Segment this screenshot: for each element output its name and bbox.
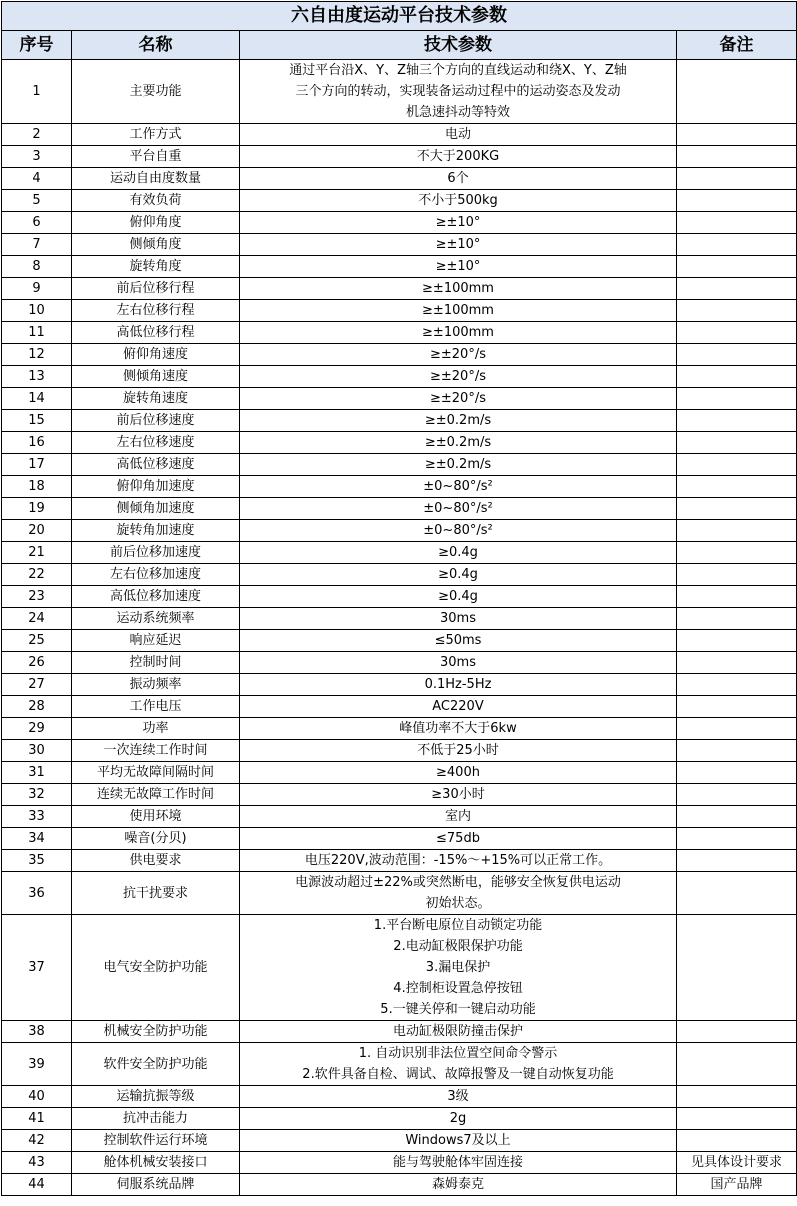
cell-param: [240, 564, 677, 586]
cell-name: 前后位移行程: [72, 278, 240, 300]
cell-param: [240, 1108, 677, 1130]
param-line: 能与驾驶舱体牢固连接: [392, 1155, 523, 1170]
cell-no: 15: [2, 410, 72, 432]
cell-note: [677, 872, 797, 915]
cell-no: 17: [2, 454, 72, 476]
param-line: 机急速抖动等特效: [405, 105, 510, 120]
table-row: [2, 564, 797, 586]
cell-name: 舱体机械安装接口: [72, 1152, 240, 1174]
cell-name: 高低位移行程: [72, 322, 240, 344]
param-line: ≤75db: [436, 831, 480, 846]
cell-name: 振动频率: [72, 674, 240, 696]
cell-name: 侧倾角度: [72, 234, 240, 256]
param-line: 6个: [447, 171, 469, 186]
cell-note: [677, 806, 797, 828]
cell-no: 1: [2, 60, 72, 124]
cell-param: [240, 476, 677, 498]
param-line: 森姆泰克: [431, 1177, 484, 1192]
table-row: [2, 1152, 797, 1174]
cell-no: 14: [2, 388, 72, 410]
table-row: [2, 366, 797, 388]
param-line: ≥±20°/s: [430, 369, 486, 384]
cell-param: [240, 608, 677, 630]
cell-name: 运动自由度数量: [72, 168, 240, 190]
cell-note: [677, 60, 797, 124]
cell-param: [240, 762, 677, 784]
cell-param: [240, 498, 677, 520]
param-line: 电源波动超过±22%或突然断电，能够安全恢复供电运动: [295, 875, 621, 890]
cell-param: [240, 652, 677, 674]
table-row: [2, 608, 797, 630]
cell-note: [677, 344, 797, 366]
cell-param: [240, 740, 677, 762]
param-line: 1.平台断电原位自动锁定功能: [373, 918, 543, 933]
cell-param: [240, 828, 677, 850]
cell-note: [677, 146, 797, 168]
cell-no: 42: [2, 1130, 72, 1152]
cell-note: [677, 564, 797, 586]
cell-param: [240, 1086, 677, 1108]
cell-note: [677, 212, 797, 234]
table-row: [2, 190, 797, 212]
cell-name: 控制软件运行环境: [72, 1130, 240, 1152]
cell-no: 27: [2, 674, 72, 696]
cell-note: [677, 915, 797, 1021]
param-line: 30ms: [440, 611, 476, 626]
cell-note: [677, 1130, 797, 1152]
cell-param: [240, 454, 677, 476]
param-line: 1. 自动识别非法位置空间命令警示: [358, 1046, 558, 1061]
param-line: ±0~80°/s²: [423, 501, 493, 516]
cell-note: [677, 520, 797, 542]
cell-note: [677, 630, 797, 652]
cell-param: [240, 696, 677, 718]
cell-name: 侧倾角加速度: [72, 498, 240, 520]
cell-name: 使用环境: [72, 806, 240, 828]
cell-param: [240, 520, 677, 542]
cell-note: [677, 322, 797, 344]
cell-param: [240, 168, 677, 190]
table-row: [2, 872, 797, 915]
param-line: 2g: [449, 1111, 467, 1126]
param-line: 三个方向的转动，实现装备运动过程中的运动姿态及发动: [295, 84, 621, 99]
cell-name: 主要功能: [72, 60, 240, 124]
cell-name: 左右位移行程: [72, 300, 240, 322]
param-line: ≥0.4g: [438, 567, 478, 582]
cell-no: 40: [2, 1086, 72, 1108]
cell-note: [677, 1043, 797, 1086]
cell-name: 软件安全防护功能: [72, 1043, 240, 1086]
table-row: [2, 762, 797, 784]
cell-param: [240, 234, 677, 256]
param-line: 不低于25小时: [417, 743, 499, 758]
cell-name: 旋转角度: [72, 256, 240, 278]
cell-note: 见具体设计要求: [677, 1152, 797, 1174]
cell-name: 工作电压: [72, 696, 240, 718]
cell-no: 8: [2, 256, 72, 278]
param-line: 电动: [444, 127, 471, 142]
cell-param: [240, 410, 677, 432]
param-line: ≥±0.2m/s: [424, 457, 492, 472]
param-line: ≥±20°/s: [430, 347, 486, 362]
param-line: 2.电动缸极限保护功能: [393, 939, 523, 954]
cell-no: 21: [2, 542, 72, 564]
cell-note: [677, 366, 797, 388]
cell-note: [677, 256, 797, 278]
cell-name: 电气安全防护功能: [72, 915, 240, 1021]
cell-param: [240, 915, 677, 1021]
table-row: [2, 498, 797, 520]
cell-note: [677, 828, 797, 850]
header-no: 序号: [2, 31, 72, 60]
cell-param: [240, 1130, 677, 1152]
table-row: [2, 1130, 797, 1152]
cell-no: 31: [2, 762, 72, 784]
param-line: ≤50ms: [434, 633, 482, 648]
cell-note: [677, 652, 797, 674]
cell-no: 44: [2, 1174, 72, 1196]
cell-name: 控制时间: [72, 652, 240, 674]
cell-no: 2: [2, 124, 72, 146]
param-line: ≥±100mm: [422, 303, 494, 318]
cell-note: [677, 190, 797, 212]
cell-no: 5: [2, 190, 72, 212]
cell-name: 运输抗振等级: [72, 1086, 240, 1108]
param-line: ≥±100mm: [422, 281, 494, 296]
cell-no: 25: [2, 630, 72, 652]
param-line: 不小于500kg: [418, 193, 498, 208]
cell-name: 连续无故障工作时间: [72, 784, 240, 806]
table-row: [2, 674, 797, 696]
cell-name: 旋转角加速度: [72, 520, 240, 542]
cell-no: 43: [2, 1152, 72, 1174]
param-line: Windows7及以上: [405, 1133, 511, 1148]
cell-note: [677, 410, 797, 432]
cell-no: 34: [2, 828, 72, 850]
cell-param: [240, 1021, 677, 1043]
table-row: [2, 146, 797, 168]
spec-table: [1, 1, 797, 1196]
param-line: ≥±10°: [435, 237, 481, 252]
cell-name: 俯仰角加速度: [72, 476, 240, 498]
param-line: 通过平台沿X、Y、Z轴三个方向的直线运动和绕X、Y、Z轴: [289, 63, 627, 78]
table-row: [2, 1043, 797, 1086]
cell-name: 有效负荷: [72, 190, 240, 212]
cell-no: 9: [2, 278, 72, 300]
cell-note: [677, 1086, 797, 1108]
table-row: [2, 850, 797, 872]
cell-param: [240, 542, 677, 564]
param-line: ≥0.4g: [438, 545, 478, 560]
cell-param: [240, 872, 677, 915]
cell-param: [240, 1174, 677, 1196]
table-row: [2, 828, 797, 850]
cell-note: [677, 740, 797, 762]
table-row: [2, 915, 797, 1021]
cell-no: 3: [2, 146, 72, 168]
param-line: 0.1Hz-5Hz: [424, 677, 492, 692]
cell-name: 抗冲击能力: [72, 1108, 240, 1130]
cell-no: 24: [2, 608, 72, 630]
cell-no: 39: [2, 1043, 72, 1086]
cell-name: 抗干扰要求: [72, 872, 240, 915]
cell-no: 28: [2, 696, 72, 718]
table-row: [2, 586, 797, 608]
table-row: [2, 806, 797, 828]
cell-param: [240, 60, 677, 124]
cell-note: [677, 476, 797, 498]
table-row: [2, 256, 797, 278]
table-row: [2, 60, 797, 124]
cell-note: [677, 234, 797, 256]
cell-name: 噪音(分贝): [72, 828, 240, 850]
cell-name: 响应延迟: [72, 630, 240, 652]
cell-name: 高低位移速度: [72, 454, 240, 476]
param-line: ≥±10°: [435, 259, 481, 274]
cell-note: [677, 608, 797, 630]
cell-name: 平台自重: [72, 146, 240, 168]
table-row: [2, 432, 797, 454]
cell-note: [677, 696, 797, 718]
header-row: [2, 31, 797, 60]
table-row: [2, 1174, 797, 1196]
table-title: 六自由度运动平台技术参数: [2, 2, 797, 31]
table-row: [2, 476, 797, 498]
cell-no: 36: [2, 872, 72, 915]
cell-name: 伺服系统品牌: [72, 1174, 240, 1196]
param-line: 室内: [444, 809, 471, 824]
cell-note: [677, 762, 797, 784]
cell-note: [677, 784, 797, 806]
param-line: 电压220V,波动范围：-15%～+15%可以正常工作。: [304, 853, 612, 868]
param-line: 3.漏电保护: [425, 960, 491, 975]
cell-name: 左右位移加速度: [72, 564, 240, 586]
cell-note: 国产品牌: [677, 1174, 797, 1196]
cell-name: 平均无故障间隔时间: [72, 762, 240, 784]
cell-param: [240, 850, 677, 872]
cell-note: [677, 454, 797, 476]
cell-note: [677, 388, 797, 410]
cell-no: 30: [2, 740, 72, 762]
cell-param: [240, 322, 677, 344]
table-row: [2, 344, 797, 366]
cell-param: [240, 190, 677, 212]
cell-no: 18: [2, 476, 72, 498]
param-line: AC220V: [432, 699, 484, 714]
cell-note: [677, 718, 797, 740]
param-line: ≥±0.2m/s: [424, 435, 492, 450]
table-row: [2, 300, 797, 322]
cell-no: 41: [2, 1108, 72, 1130]
cell-param: [240, 124, 677, 146]
cell-param: [240, 806, 677, 828]
cell-no: 32: [2, 784, 72, 806]
cell-note: [677, 498, 797, 520]
cell-note: [677, 124, 797, 146]
cell-name: 俯仰角速度: [72, 344, 240, 366]
cell-no: 37: [2, 915, 72, 1021]
cell-param: [240, 256, 677, 278]
cell-note: [677, 300, 797, 322]
cell-no: 26: [2, 652, 72, 674]
cell-no: 10: [2, 300, 72, 322]
cell-param: [240, 344, 677, 366]
cell-param: [240, 278, 677, 300]
table-row: [2, 630, 797, 652]
cell-no: 7: [2, 234, 72, 256]
cell-name: 机械安全防护功能: [72, 1021, 240, 1043]
param-line: ≥30小时: [431, 787, 485, 802]
cell-param: [240, 146, 677, 168]
cell-param: [240, 300, 677, 322]
table-row: [2, 1021, 797, 1043]
cell-note: [677, 850, 797, 872]
cell-name: 供电要求: [72, 850, 240, 872]
cell-note: [677, 1021, 797, 1043]
cell-note: [677, 674, 797, 696]
cell-name: 一次连续工作时间: [72, 740, 240, 762]
table-row: [2, 784, 797, 806]
cell-note: [677, 1108, 797, 1130]
cell-name: 俯仰角度: [72, 212, 240, 234]
table-row: [2, 652, 797, 674]
table-row: [2, 168, 797, 190]
cell-no: 20: [2, 520, 72, 542]
cell-no: 33: [2, 806, 72, 828]
cell-no: 23: [2, 586, 72, 608]
table-row: [2, 542, 797, 564]
cell-param: [240, 674, 677, 696]
title-row: [2, 2, 797, 31]
param-line: ≥±100mm: [422, 325, 494, 340]
cell-name: 前后位移速度: [72, 410, 240, 432]
cell-name: 侧倾角速度: [72, 366, 240, 388]
param-line: ≥±0.2m/s: [424, 413, 492, 428]
cell-no: 12: [2, 344, 72, 366]
param-line: ≥0.4g: [438, 589, 478, 604]
table-row: [2, 322, 797, 344]
cell-name: 高低位移加速度: [72, 586, 240, 608]
table-row: [2, 718, 797, 740]
cell-name: 运动系统频率: [72, 608, 240, 630]
cell-no: 11: [2, 322, 72, 344]
cell-note: [677, 586, 797, 608]
param-line: ±0~80°/s²: [423, 523, 493, 538]
table-row: [2, 388, 797, 410]
header-note: 备注: [677, 31, 797, 60]
cell-param: [240, 366, 677, 388]
cell-name: 旋转角速度: [72, 388, 240, 410]
param-line: 30ms: [440, 655, 476, 670]
param-line: 峰值功率不大于6kw: [399, 721, 517, 736]
cell-no: 22: [2, 564, 72, 586]
cell-param: [240, 718, 677, 740]
header-param: 技术参数: [240, 31, 677, 60]
cell-param: [240, 586, 677, 608]
table-row: [2, 278, 797, 300]
cell-no: 6: [2, 212, 72, 234]
cell-no: 19: [2, 498, 72, 520]
param-line: 初始状态。: [425, 896, 491, 911]
table-row: [2, 124, 797, 146]
header-name: 名称: [72, 31, 240, 60]
cell-no: 4: [2, 168, 72, 190]
cell-param: [240, 388, 677, 410]
spec-sheet: [0, 1, 797, 1206]
cell-param: [240, 630, 677, 652]
cell-no: 38: [2, 1021, 72, 1043]
table-row: [2, 212, 797, 234]
table-row: [2, 234, 797, 256]
param-line: 不大于200KG: [416, 149, 500, 164]
table-row: [2, 454, 797, 476]
param-line: 4.控制柜设置急停按钮: [393, 981, 523, 996]
param-line: 5.一键关停和一键启动功能: [380, 1002, 536, 1017]
param-line: 2.软件具备自检、调试、故障报警及一键自动恢复功能: [302, 1067, 614, 1082]
cell-note: [677, 542, 797, 564]
table-row: [2, 696, 797, 718]
param-line: ≥±10°: [435, 215, 481, 230]
cell-name: 左右位移速度: [72, 432, 240, 454]
cell-no: 13: [2, 366, 72, 388]
table-row: [2, 1086, 797, 1108]
table-row: [2, 1108, 797, 1130]
table-row: [2, 520, 797, 542]
cell-no: 16: [2, 432, 72, 454]
param-line: 3级: [447, 1089, 469, 1104]
cell-no: 35: [2, 850, 72, 872]
cell-param: [240, 432, 677, 454]
table-row: [2, 410, 797, 432]
cell-note: [677, 432, 797, 454]
param-line: ≥400h: [436, 765, 480, 780]
cell-note: [677, 168, 797, 190]
cell-param: [240, 1152, 677, 1174]
cell-name: 前后位移加速度: [72, 542, 240, 564]
cell-name: 工作方式: [72, 124, 240, 146]
cell-param: [240, 784, 677, 806]
cell-name: 功率: [72, 718, 240, 740]
param-line: ±0~80°/s²: [423, 479, 493, 494]
cell-no: 29: [2, 718, 72, 740]
cell-param: [240, 212, 677, 234]
cell-note: [677, 278, 797, 300]
cell-param: [240, 1043, 677, 1086]
param-line: 电动缸极限防撞击保护: [392, 1024, 523, 1039]
param-line: ≥±20°/s: [430, 391, 486, 406]
table-row: [2, 740, 797, 762]
